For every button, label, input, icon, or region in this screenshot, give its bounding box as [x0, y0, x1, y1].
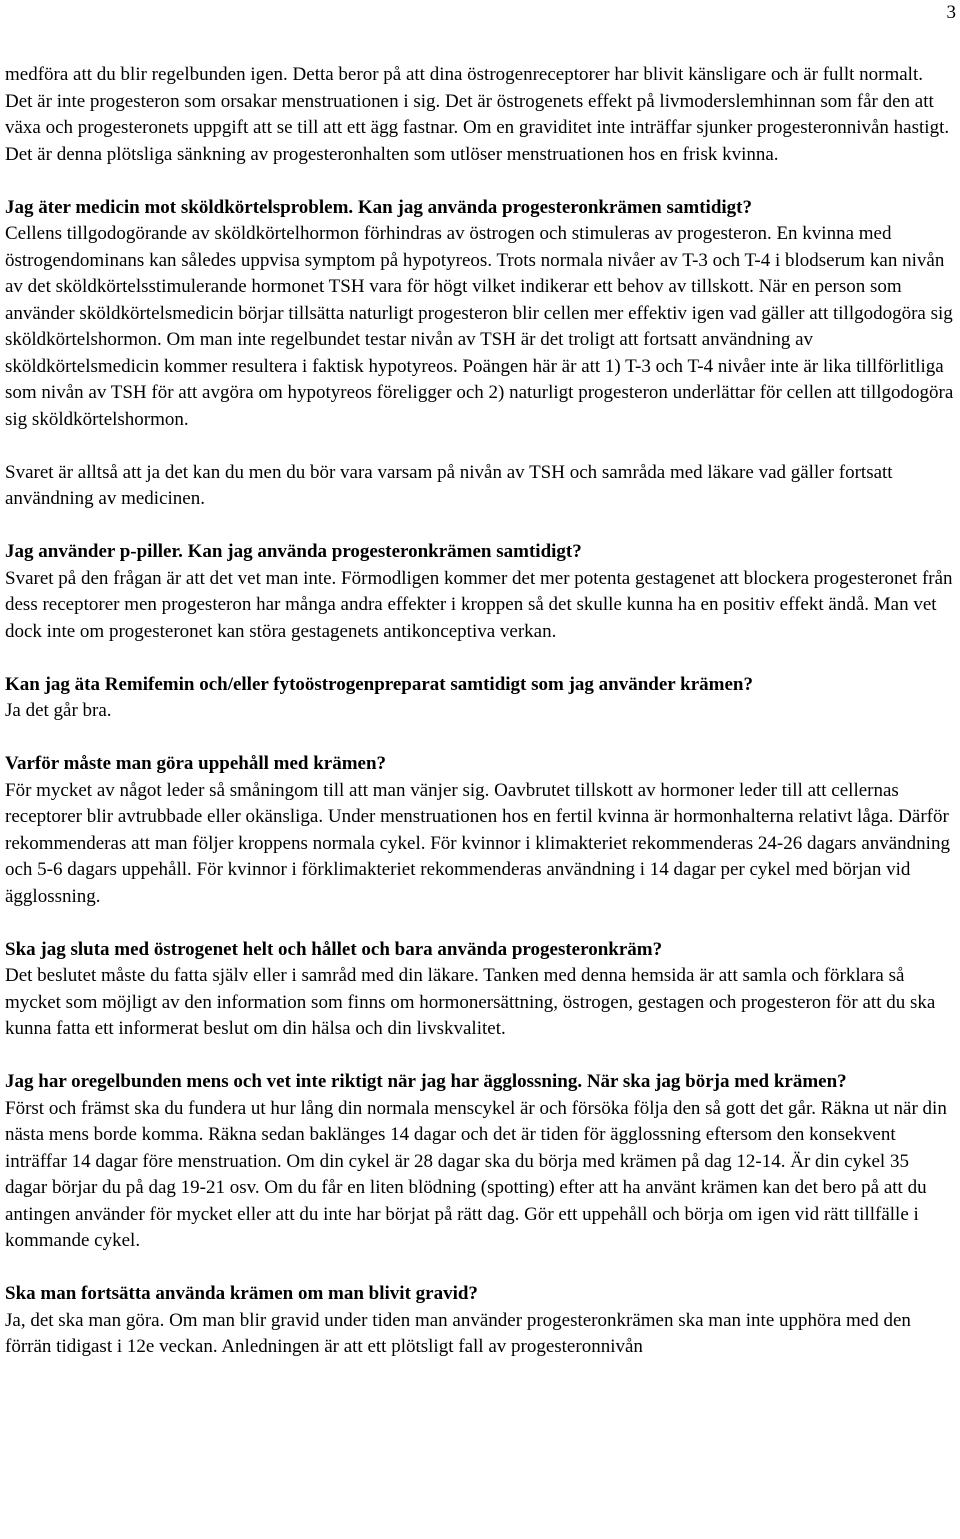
paragraph-gap — [5, 168, 955, 195]
faq-question: Kan jag äta Remifemin och/eller fytoöstrogenpreparat samtidigt som jag använder krämen? — [5, 673, 753, 695]
faq-answer: Cellens tillgodogörande av sköldkörtelhormon förhindras av östrogen och stimuleras av progesteron. En kvinna med östrogendominans kan således uppvisa symptom på hypotyreos. Trots normala nivåer av T-3 och T-4 i blodserum kan nivån av det sköldkörtelsstimulerande hormonet TSH vara för högt vilket indikerar ett behov av tillskott. När en person som använder sköldkörtelsmedicin börjar tillsätta naturligt progesteron blir cellen mer effektiv igen vad gäller att tillgodogöra sig sköldkörtelshormon. Om man inte regelbundet testar nivån av TSH är det troligt att fortsatt användning av sköldkörtelsmedicin kommer resultera i faktisk hypotyreos. Poängen här är att 1) T-3 och T-4 nivåer inte är lika tillförlitliga som nivån av TSH för att avgöra om hypotyreos föreligger och 2) naturligt progesteron underlättar för cellen att tillgodogöra sig sköldkörtelshormon. — [5, 223, 954, 430]
faq-question: Jag äter medicin mot sköldkörtelsproblem. Kan jag använda progesteronkrämen samtidigt? — [5, 196, 752, 218]
faq-answer: Ja det går bra. — [5, 700, 112, 721]
faq-question: Ska jag sluta med östrogenet helt och hållet och bara använda progesteronkräm? — [5, 938, 663, 960]
faq-item-oregelbunden-mens — [5, 1069, 955, 1255]
paragraph-gap — [5, 513, 955, 540]
document-body — [5, 62, 955, 1361]
faq-item-thyroid — [5, 195, 955, 513]
faq-item-uppehall — [5, 751, 955, 910]
intro-paragraph: medföra att du blir regelbunden igen. Detta beror på att dina östrogenreceptorer har blivit känsligare och är fullt normalt. Det är inte progesteron som orsakar menstruationen i sig. Det är östrogenets effekt på livmoderslemhinnan som får den att växa och progesteronets uppgift att se till att ett ägg fastnar. Om en graviditet inte inträffar sjunker progesteronnivån hastigt. Det är denna plötsliga sänkning av progesteronhalten som utlöser menstruationen hos en frisk kvinna. — [5, 64, 950, 165]
paragraph-gap — [5, 1255, 955, 1282]
faq-item-gravid — [5, 1281, 955, 1361]
paragraph-gap — [5, 725, 955, 752]
faq-item-sluta-ostrogen — [5, 937, 955, 1043]
paragraph-gap — [5, 433, 955, 460]
faq-answer: Svaret på den frågan är att det vet man inte. Förmodligen kommer det mer potenta gestagenet att blockera progesteronet från dess receptorer men progesteron har många andra effekter i kroppen så det skulle kunna ha en positiv effekt ändå. Man vet dock inte om progesteronet kan störa gestagenets antikonceptiva verkan. — [5, 567, 953, 642]
faq-answer: För mycket av något leder så småningom till att man vänjer sig. Oavbrutet tillskott av hormoner leder till att cellernas receptorer blir avtrubbade eller okänsliga. Under menstruationen hos en fertil kvinna är hormonhalterna relativt låga. Därför rekommenderas att man följer kroppens normala cykel. För kvinnor i klimakteriet rekommenderas 24-26 dagars användning och 5-6 dagars uppehåll. För kvinnor i förklimakteriet rekommenderas användning i 14 dagar per cykel med början vid ägglossning. — [5, 779, 950, 907]
faq-answer-conclusion: Svaret är alltså att ja det kan du men du bör vara varsam på nivån av TSH och samråda med läkare vad gäller fortsatt användning av medicinen. — [5, 461, 893, 509]
faq-question: Jag använder p-piller. Kan jag använda progesteronkrämen samtidigt? — [5, 541, 582, 562]
faq-answer: Det beslutet måste du fatta själv eller i samråd med din läkare. Tanken med denna hemsida är att samla och förklara så mycket som möjligt av den information som finns om hormonersättning, östrogen, gestagen och progesteron för att du ska kunna fatta ett informerat beslut om din hälsa och din livskvalitet. — [5, 965, 936, 1039]
paragraph-gap — [5, 910, 955, 937]
faq-question: Varför måste man göra uppehåll med krämen? — [5, 753, 387, 774]
page-number: 3 — [946, 2, 956, 23]
faq-answer: Först och främst ska du fundera ut hur lång din normala menscykel är och försöka följa den så gott det går. Räkna ut när din nästa mens borde komma. Räkna sedan baklänges 14 dagar och det är tiden för ägglossning eftersom den konsekvent inträffar 14 dagar före menstruation. Om din cykel är 28 dagar ska du börja med krämen på dag 12-14. Är din cykel 35 dagar börjar du på dag 19-21 osv. Om du får en liten blödning (spotting) efter att ha använt krämen kan det bero på att du antingen använder för mycket eller att du inte har börjat på rätt dag. Gör ett uppehåll och börja om igen vid rätt tillfälle i kommande cykel. — [5, 1097, 947, 1251]
faq-question: Ska man fortsätta använda krämen om man blivit gravid? — [5, 1283, 478, 1304]
faq-answer: Ja, det ska man göra. Om man blir gravid under tiden man använder progesteronkrämen ska man inte upphöra med den förrän tidigast i 12e veckan. Anledningen är att ett plötsligt fall av progesteronnivån — [5, 1309, 911, 1357]
faq-item-p-piller — [5, 539, 955, 645]
paragraph-gap — [5, 645, 955, 672]
faq-question: Jag har oregelbunden mens och vet inte riktigt när jag har ägglossning. När ska jag börja med krämen? — [5, 1071, 847, 1092]
faq-item-remifemin — [5, 672, 955, 725]
paragraph-gap — [5, 1043, 955, 1070]
